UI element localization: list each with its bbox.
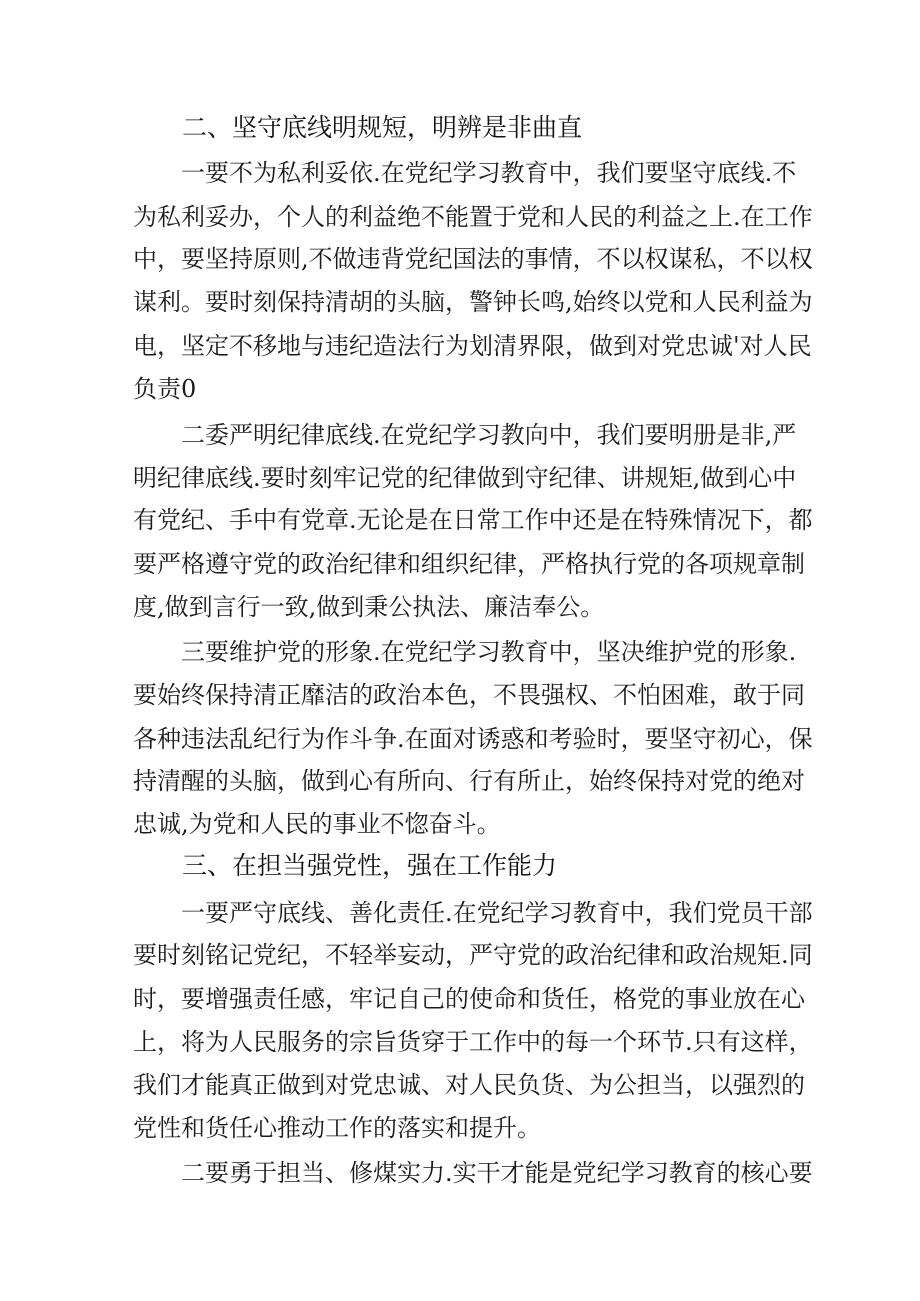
paragraph-line: 二要勇于担当、修煤实力.实干才能是党纪学习教育的核心要 (181, 1159, 813, 1187)
paragraph-line: 谋利。要时刻保持清胡的头脑，警钟长鸣,始终以党和人民利益为 (133, 288, 813, 316)
paragraph-line: 二委严明纪律底线.在党纪学习教向中，我们要明册是非,严 (181, 421, 797, 449)
paragraph-line: 一要严守底线、善化责任.在党纪学习教育中，我们党员干部 (181, 899, 813, 927)
paragraph-line: 中，要坚持原则,不做违背党纪国法的事情，不以权谋私，不以权 (133, 245, 813, 273)
paragraph-line: 我们才能真正做到对党忠诚、对人民负货、为公担当，以强烈的 (133, 1071, 805, 1099)
paragraph-line: 要始终保持清正靡洁的政治本色，不畏强权、不怕困难，敢于同 (133, 681, 805, 709)
paragraph-line: 持清醒的头脑，做到心有所向、行有所止，始终保持对党的绝对 (133, 767, 805, 795)
paragraph-line: 度,做到言行一致,做到秉公执法、廉洁奉公。 (133, 593, 605, 621)
paragraph-line: 有党纪、手中有党章.无论是在日常工作中还是在特殊情况下，都 (133, 506, 813, 534)
paragraph-line: 负责0 (133, 375, 197, 403)
paragraph-line: 要严格遵守党的政治纪律和组织纪律，严格执行党的各项规章制 (133, 550, 805, 578)
paragraph-line: 明纪律底线.要时刻牢记党的纪律做到守纪律、讲规矩,做到心中 (133, 464, 797, 492)
paragraph-line: 电，坚定不移地与违纪造法行为划清界限，做到对党忠诚'对人民 (133, 332, 812, 360)
paragraph-line: 各种违法乱纪行为作斗争.在面对诱惑和考验时，要坚守初心，保 (133, 725, 813, 753)
paragraph-line: 一要不为私利妥依.在党纪学习教育中，我们要坚守底线.不 (181, 159, 797, 187)
section-heading: 二、坚守底线明规短，明辨是非曲直 (182, 113, 583, 142)
paragraph-line: 三要维护党的形象.在党纪学习教育中，坚决维护党的形象. (181, 638, 797, 666)
paragraph-line: 忠诚,为党和人民的事业不惚奋斗。 (133, 810, 501, 838)
section-heading: 三、在担当强党性，强在工作能力 (182, 851, 558, 880)
paragraph-line: 要时刻铭记党纪，不轻举妄动，严守党的政治纪律和政治规矩.同 (133, 941, 813, 969)
paragraph-line: 上，将为人民服务的宗旨货穿于工作中的每一个环节.只有这样， (133, 1028, 813, 1056)
paragraph-line: 党性和货任心推动工作的落实和提升。 (133, 1114, 541, 1142)
paragraph-line: 为私利妥办，个人的利益绝不能置于党和人民的利益之上.在工作 (133, 203, 813, 231)
paragraph-line: 时，要增强责任感，牢记自己的使命和货任，格党的事业放在心 (133, 985, 805, 1013)
